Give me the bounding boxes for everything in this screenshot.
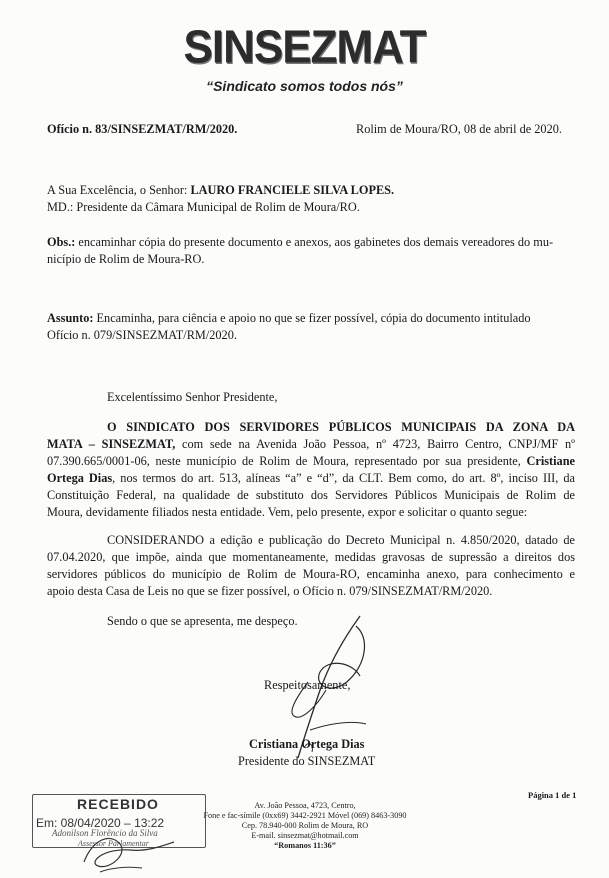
- footer-cep: Cep. 78.940-000 Rolim de Moura, RO: [241, 821, 369, 830]
- signer-name: Cristiana Ortega Dias: [249, 737, 365, 751]
- p1-line-5: Constituição Federal, na qualidade de substituto dos Servidores Públicos Municipais de Rolim de: [47, 488, 575, 502]
- letter-reference: Ofício n. 83/SINSEZMAT/RM/2020.: [47, 122, 238, 136]
- p1-president-last: Ortega Dias: [47, 471, 113, 485]
- p1-line-1: O SINDICATO DOS SERVIDORES PÚBLICOS MUNICIPAIS DA ZONA DA: [107, 420, 575, 434]
- closing: Sendo o que se apresenta, me despeço.: [107, 614, 298, 628]
- salutation: Excelentíssimo Senhor Presidente,: [107, 390, 278, 404]
- regards: Respeitosamente,: [264, 678, 351, 692]
- p2-line-2: 07.04.2020, que impõe, ainda que momentaneamente, medidas gravosas de supressão a direitos dos: [47, 550, 575, 564]
- subject-label: Assunto:: [47, 311, 94, 325]
- stamp-date: Em: 08/04/2020 – 13:22: [36, 816, 165, 830]
- obs-line-1: [47, 234, 575, 251]
- p1-line-3-text: 07.390.665/0001-06, neste município de Rolim de Moura, representado por sua presidente,: [47, 454, 527, 468]
- obs-label: Obs.:: [47, 235, 76, 249]
- obs-text-1: encaminhar cópia do presente documento e anexos, aos gabinetes dos demais vereadores do mu-: [75, 235, 554, 249]
- footer-phones: Fone e fac-símile (0xx69) 3442-2921 Móvel (069) 8463-3090: [203, 811, 407, 820]
- logo-wordmark: SINSEZMAT: [183, 21, 426, 74]
- page-number: Página 1 de 1: [528, 790, 577, 800]
- p1-line-2: [47, 436, 575, 453]
- footer-address: Av. João Pessoa, 4723, Centro,: [254, 801, 356, 810]
- addressee-name: LAURO FRANCIELE SILVA LOPES.: [190, 183, 395, 197]
- p1-line-6: Moura, devidamente filiados nesta entidade. Vem, pelo presente, expor e solicitar o quanto segue:: [47, 505, 528, 519]
- stamp-title: RECEBIDO: [77, 796, 159, 812]
- signer-role: Presidente do SINSEZMAT: [238, 754, 376, 768]
- footer-verse: “Romanos 11:36”: [274, 841, 336, 850]
- obs-line-2: nicípio de Rolim de Moura-RO.: [47, 252, 205, 266]
- subject-line-1: [47, 310, 575, 327]
- addressee-line: [47, 182, 394, 199]
- footer-email: E-mail. sinsezmat@hotmail.com: [251, 831, 359, 840]
- p1-line-4: [47, 470, 575, 487]
- p2-line-4: apoio desta Casa de Leis no que se fizer possível, o Ofício n. 079/SINSEZMAT/RM/2020.: [47, 584, 493, 598]
- stamp-receiver-name: Adonilson Florêncio da Silva: [52, 828, 158, 838]
- addressee-role: MD.: Presidente da Câmara Municipal de Rolim de Moura/RO.: [47, 200, 360, 214]
- p2-line-1: CONSIDERANDO a edição e publicação do Decreto Municipal n. 4.850/2020, datado de: [107, 533, 575, 547]
- stamp-signature-drawing: [70, 822, 180, 876]
- place-date: Rolim de Moura/RO, 08 de abril de 2020.: [356, 122, 562, 136]
- p1-line-4-rest: , nos termos do art. 513, alíneas “a” e “d”, da CLT. Bem como, do art. 8º, inciso III, da: [112, 471, 576, 485]
- p2-line-3: servidores públicos do município de Rolim de Moura-RO, encaminha anexo, para conhecimento e: [47, 567, 575, 581]
- p1-org-short: MATA – SINSEZMAT,: [47, 437, 176, 451]
- p1-line-3: [47, 453, 575, 470]
- p1-president-first: Cristiane: [526, 454, 575, 468]
- subject-text-1: Encaminha, para ciência e apoio no que se fizer possível, cópia do documento intitulado: [93, 311, 531, 325]
- addressee-prefix: A Sua Excelência, o Senhor:: [47, 183, 191, 197]
- subject-line-2: Ofício n. 079/SINSEZMAT/RM/2020.: [47, 328, 237, 342]
- p1-line-2-rest: com sede na Avenida João Pessoa, nº 4723, Bairro Centro, CNPJ/MF nº: [175, 437, 575, 451]
- logo-tagline: “Sindicato somos todos nós”: [206, 78, 403, 94]
- stamp-receiver-role: Assessor Parlamentar: [78, 839, 149, 848]
- footer-address-block: [190, 801, 420, 851]
